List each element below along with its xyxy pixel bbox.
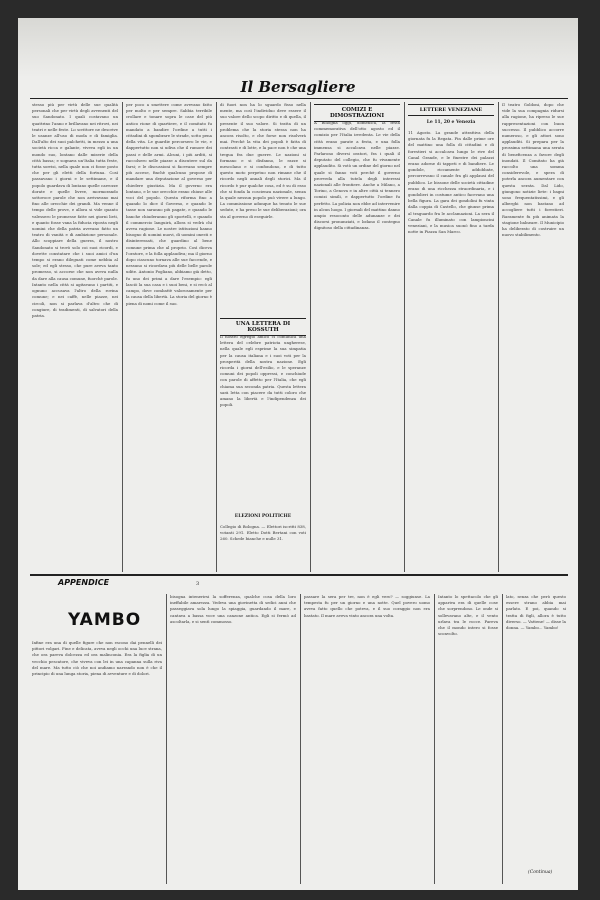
masthead: Il Bersagliere <box>240 78 356 96</box>
lettere-subtitle: Le 11, 20 e Venezia <box>426 120 476 125</box>
appendice-column-2: bisogna intenerirsi la sofferenza, qualche cosa della loro ineffabile amarezza. Vedeva una giovinetta di sedici anni che passeggiava sola lungo la spiaggia, guardando il mare, e cantava a bassa voce una canzone antica. Egli si fermò ad ascoltarla, e si sentì commosso. <box>170 594 296 624</box>
elezioni-heading: ELEZIONI POLITICHE <box>234 514 292 519</box>
page-fold-shadow <box>18 18 578 78</box>
elezioni-text: Collegio di Bologna. — Elettori iscritti 838, votanti 291. Eletto Dotti Bertani con voti 260. Schede bianche e nulle 31. <box>220 524 306 542</box>
kossuth-heading: UNA LETTERA DI KOSSUTH <box>220 318 306 336</box>
appendice-label: APPENDICE <box>58 578 110 587</box>
comizi-heading: COMIZI E DIMOSTRAZIONI <box>314 104 400 122</box>
appendice-rule-2 <box>300 594 301 884</box>
appendice-rule <box>30 574 568 576</box>
column-rule-4 <box>404 102 405 572</box>
column-4: A Bologna oggi, domenica, la festa commemorativa dell'otto agosto ed il comizio per l'Italia irredenta. Le vie della città erano parate a festa, e una folla immensa si accalcava nelle piazze. Parlarono diversi oratori, fra i quali il deputato del collegio, che fu vivamente applaudito. Si votò un ordine del giorno nel quale si fanno voti perchè il governo provveda alla tutela degli interessi nazionali alle frontiere. Anche a Milano, a Torino, a Genova e in altre città si tennero comizi simili, e dappertutto l'ordine fu perfetto. La polizia non ebbe ad intervenire in alcun luogo. I giornali del mattino danno ampio resoconto delle adunanze e dei discorsi pronunziati, e lodano il contegno dignitoso della cittadinanza. <box>314 120 400 231</box>
column-1: stesso più per virtù delle sue qualità personali che per virtù degli avvenenti del suo Sandonato. I quali costavano un quattrino l'anno e brillavano nei ritrovi, nei teatri e nelle feste. Lo scrittore ne descrive le usanze all'uso di moda e di famiglia. Dall'alto dei suoi palchetti, in mezzo a una società ricca e galante, viveva egli in un mondo suo, lontano dalle miserie della città bassa; e sognava un'Italia tutta feste, tutta sorrisi, nella quale non ci fosse posto che per gli eletti della fortuna. Così passavano i giorni e le settimane, e il popolo guardava di lontano quelle carrozze dorate e quelle livree, mormorando sottovoce parole che non arrivavano mai fino alle orecchie dei grandi. Ma venne il tempo delle prove, e allora si vide quanto valessero le promesse fatte nei giorni lieti, e quanto fosse vana la fiducia riposta negli uomini che della patria avevano fatto un teatro di vanità e di ambizione personale. Allo scoppiare della guerra, il nostro Sandonato si trovò solo coi suoi ricordi, e dovette constatare che i suoi amici d'un tempo si erano dileguati come nebbia al sole; ed egli stesso, che pure aveva tanto promesso, si accorse che non aveva nulla da dare alla causa comune, fuorchè parole. Intanto nella città si agitavano i partiti, e ognuno accusava l'altro della rovina comune; e nei caffè, nelle piazze, nei circoli, non si parlava d'altro che di congiure, di tradimenti, di salvatori della patria. <box>32 102 118 318</box>
column-2: per poco a smettere come avevano fatto per molto e per sempre. Sabbia terribile crollare e tonare sopra le case del più antico rione di quartiere, e il comitato fu mandato a bandire l'ordine a tutti i cittadini di sgombrare le strade, sotto pena della vita. Le guardie percorsero le vie, e dappertutto non si udiva che il rumore dei passi e delle armi. Alcuni, i più arditi, si raccolsero nelle piazze a discutere sul da farsi; e le discussioni si facevano sempre più accese, finchè qualcuno propose di mandare una deputazione al governo per chiedere giustizia. Ma il governo era lontano, e le sue orecchie erano chiuse alle voci del popolo. Questa riforma fino a quando lo dice il Governo, e quando le tasse non saranno più pagate, e quando le banche chiuderanno gli sportelli, e quando il commercio languirà, allora si vedrà chi aveva ragione. Le nostre istituzioni hanno bisogno di uomini nuovi, di uomini onesti e disinteressati, che guardino al bene comune prima che al proprio. Così diceva l'oratore, e la folla applaudiva; ma il giorno dopo ciascuno tornava alle sue faccende, e nessuno si ricordava più delle belle parole udite. Antonio Fogliano, abbiamo già detto, fu uno dei primi a dare l'esempio: egli lasciò la sua casa e i suoi beni, e si recò al campo, dove combattè valorosamente per la causa della libertà. La storia del giorno è piena di nomi come il suo. <box>126 102 212 306</box>
masthead-rule <box>30 98 568 99</box>
appendice-column-3: passare la sera per tre, non è egli vero? — soggiunse. La tempesta fu per un giorno e una notte. Quel povero uomo aveva fatto quello che poteva, e il suo coraggio non era bastato. Il mare aveva vinto ancora una volta. <box>304 594 430 618</box>
yambo-title: YAMBO <box>68 610 142 630</box>
column-rule-5 <box>498 102 499 572</box>
appendice-column-5: lato, senza che però questo essere strano abbia mai parlato. E poi, quando si tratta di figli, allora è tutto diverso. — Vattene! — disse la donna. — Yambo... Yambo! <box>506 594 566 631</box>
appendice-number: 3 <box>196 581 200 587</box>
appendice-column-1: Infine era una di quelle figure che non escono dai pennelli dei pittori volgari. Fine e delicata, aveva negli occhi una luce strana, che ora pareva dolcezza ed ora malinconia. Era la figlia di un vecchio pescatore, che viveva con lei in una capanna sulla riva del mare. Ma tutto ciò che noi andiamo narrando non è che il principio di una lunga storia, piena di avventure e di dolori. <box>32 640 162 677</box>
column-5: 11 Agosto. La grande attrattiva della giornata fu la Regata. Fin dalle prime ore del mattino una folla di cittadini e di forestieri si accalcava lungo le rive del Canal Grande, e le finestre dei palazzi erano adorne di tappeti e di bandiere. Le gondole, riccamente addobbate, percorrevano il canale fra gli applausi del pubblico. Le bissone delle società cittadine erano di una ricchezza straordinaria, e i gondolieri in costume antico facevano una bella figura. La gara dei gondolini fu vinta dalla coppia di Castello, che giunse prima al traguardo fra le acclamazioni. La sera il Canale fu illuminato con lampioncini veneziani, e la musica suonò fino a tarda notte in Piazza San Marco. <box>408 130 494 235</box>
column-rule-3 <box>310 102 311 572</box>
column-6: Il teatro Goldoni, dopo che vide la sua compagnia ridursi alla ragione, ha ripreso le sue rappresentazioni con buon successo. Il pubblico accorre numeroso, e gli attori sono applauditi. Si prepara per la prossima settimana una serata di beneficenza a favore degli inondati. Il Comitato ha già raccolto una somma considerevole, e spera di poterla ancora aumentare con questa serata. Dal Lido, giungono notizie liete: i bagni sono frequentatissimi, e gli alberghi non bastano ad accogliere tutti i forestieri. Raramente fu più animata la stagione balneare. Il Municipio ha deliberato di costruire un nuovo stabilimento. <box>502 102 564 238</box>
appendice-rule-4 <box>502 594 503 884</box>
column-rule-2 <box>216 102 217 572</box>
appendice-column-4: Intanto lo spettacolo che gli appariva era di quelle cose che sorprendono. Le onde si sollevavano alte, e il vento urlava tra le rocce. Pareva che il mondo intero si fosse sconvolto. <box>438 594 498 637</box>
lettere-heading: LETTERE VENEZIANE <box>408 104 494 116</box>
kossuth-article: Il nostro egregio amico ci comunica una lettera del celebre patriota ungherese, nella quale egli esprime la sua simpatia per la causa italiana e i suoi voti per la prosperità della nostra nazione. Egli ricorda i giorni dell'esilio, e le speranze comuni dei popoli oppressi, e conchiude con parole di affetto per l'Italia, che egli chiama sua seconda patria. Questa lettera sarà letta con piacere da tutti coloro che amano la libertà e l'indipendenza dei popoli. <box>220 334 306 408</box>
newspaper-page <box>18 18 578 890</box>
column-3: di fuori non ha lo sguardo fisso nella mente, ma così l'individuo deve essere il suo valore dello scopo diritto e di quella, il presente il suo valore. Si tratta di un problema che la storia stessa non ha ancora risolto, e che forse non risolverà mai. Perchè la vita dei popoli è fatta di contrasti e di lotte, e la pace non è che una tregua fra due guerre. Le nazioni si formano e si disfanno, le razze si mescolano e si confondono, e di tutto questo moto perpetuo non rimane che il ricordo negli annali degli storici. Ma il ricordo è pur qualche cosa, ed è su di esso che si fonda la coscienza nazionale, senza la quale nessun popolo può vivere a lungo. La commissione adunque ha tenuto le sue sedute, e ha preso le sue deliberazioni; ora sta al governo di eseguirle. <box>220 102 306 219</box>
column-rule-1 <box>122 102 123 572</box>
continua-signature: (Continua) <box>528 870 553 875</box>
appendice-rule-1 <box>166 594 167 884</box>
appendice-rule-3 <box>434 594 435 884</box>
